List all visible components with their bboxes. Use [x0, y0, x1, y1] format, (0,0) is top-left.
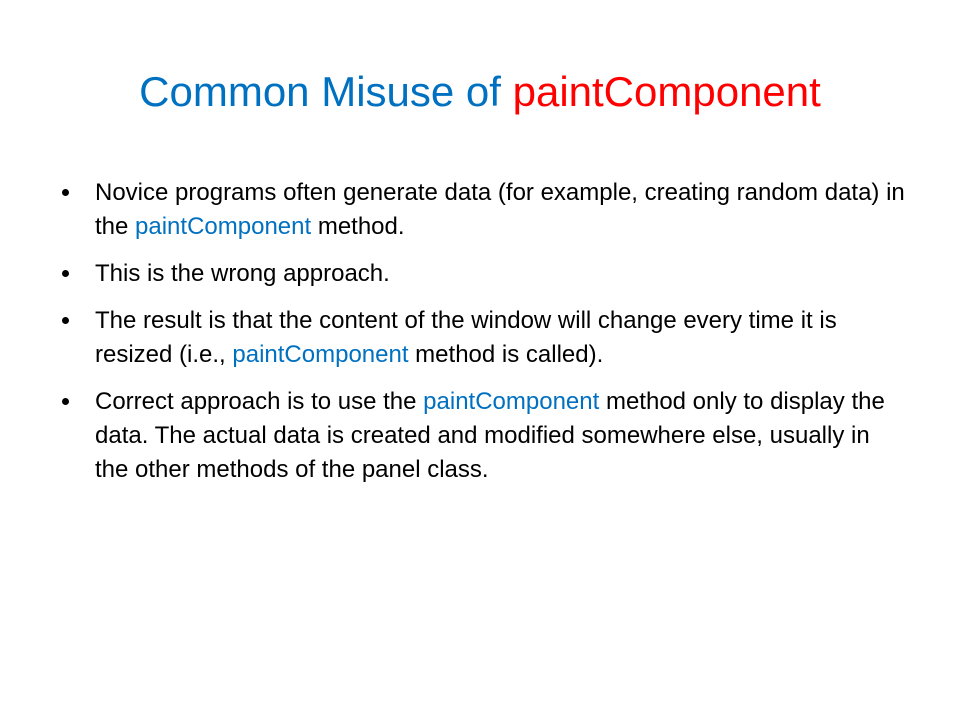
slide-title: [0, 64, 960, 120]
bullet-keyword: paintComponent: [232, 341, 409, 368]
bullet-keyword: paintComponent: [423, 388, 600, 415]
bullet-item-3: [58, 304, 908, 372]
bullet-item-4: [58, 385, 908, 487]
bullet-keyword: paintComponent: [135, 213, 312, 240]
bullet-list: [58, 176, 908, 500]
bullet-text: Correct approach is to use the: [95, 388, 424, 415]
bullet-text: Novice programs often generate data (for example, creating random data) in the: [95, 179, 905, 240]
bullet-text: method.: [311, 213, 405, 240]
bullet-text: method is called).: [408, 341, 604, 368]
bullet-text: The result is that the content of the window will change every time it is resized (i.e.,: [95, 307, 837, 368]
bullet-item-2: [58, 257, 908, 291]
title-text: Common Misuse of: [139, 68, 513, 115]
title-keyword: paintComponent: [512, 68, 821, 115]
bullet-text: This is the wrong approach.: [95, 260, 390, 287]
bullet-text: method only to display the data. The actual data is created and modified somewhere else, usually in the other methods of the panel class.: [95, 388, 885, 483]
bullet-item-1: [58, 176, 908, 244]
